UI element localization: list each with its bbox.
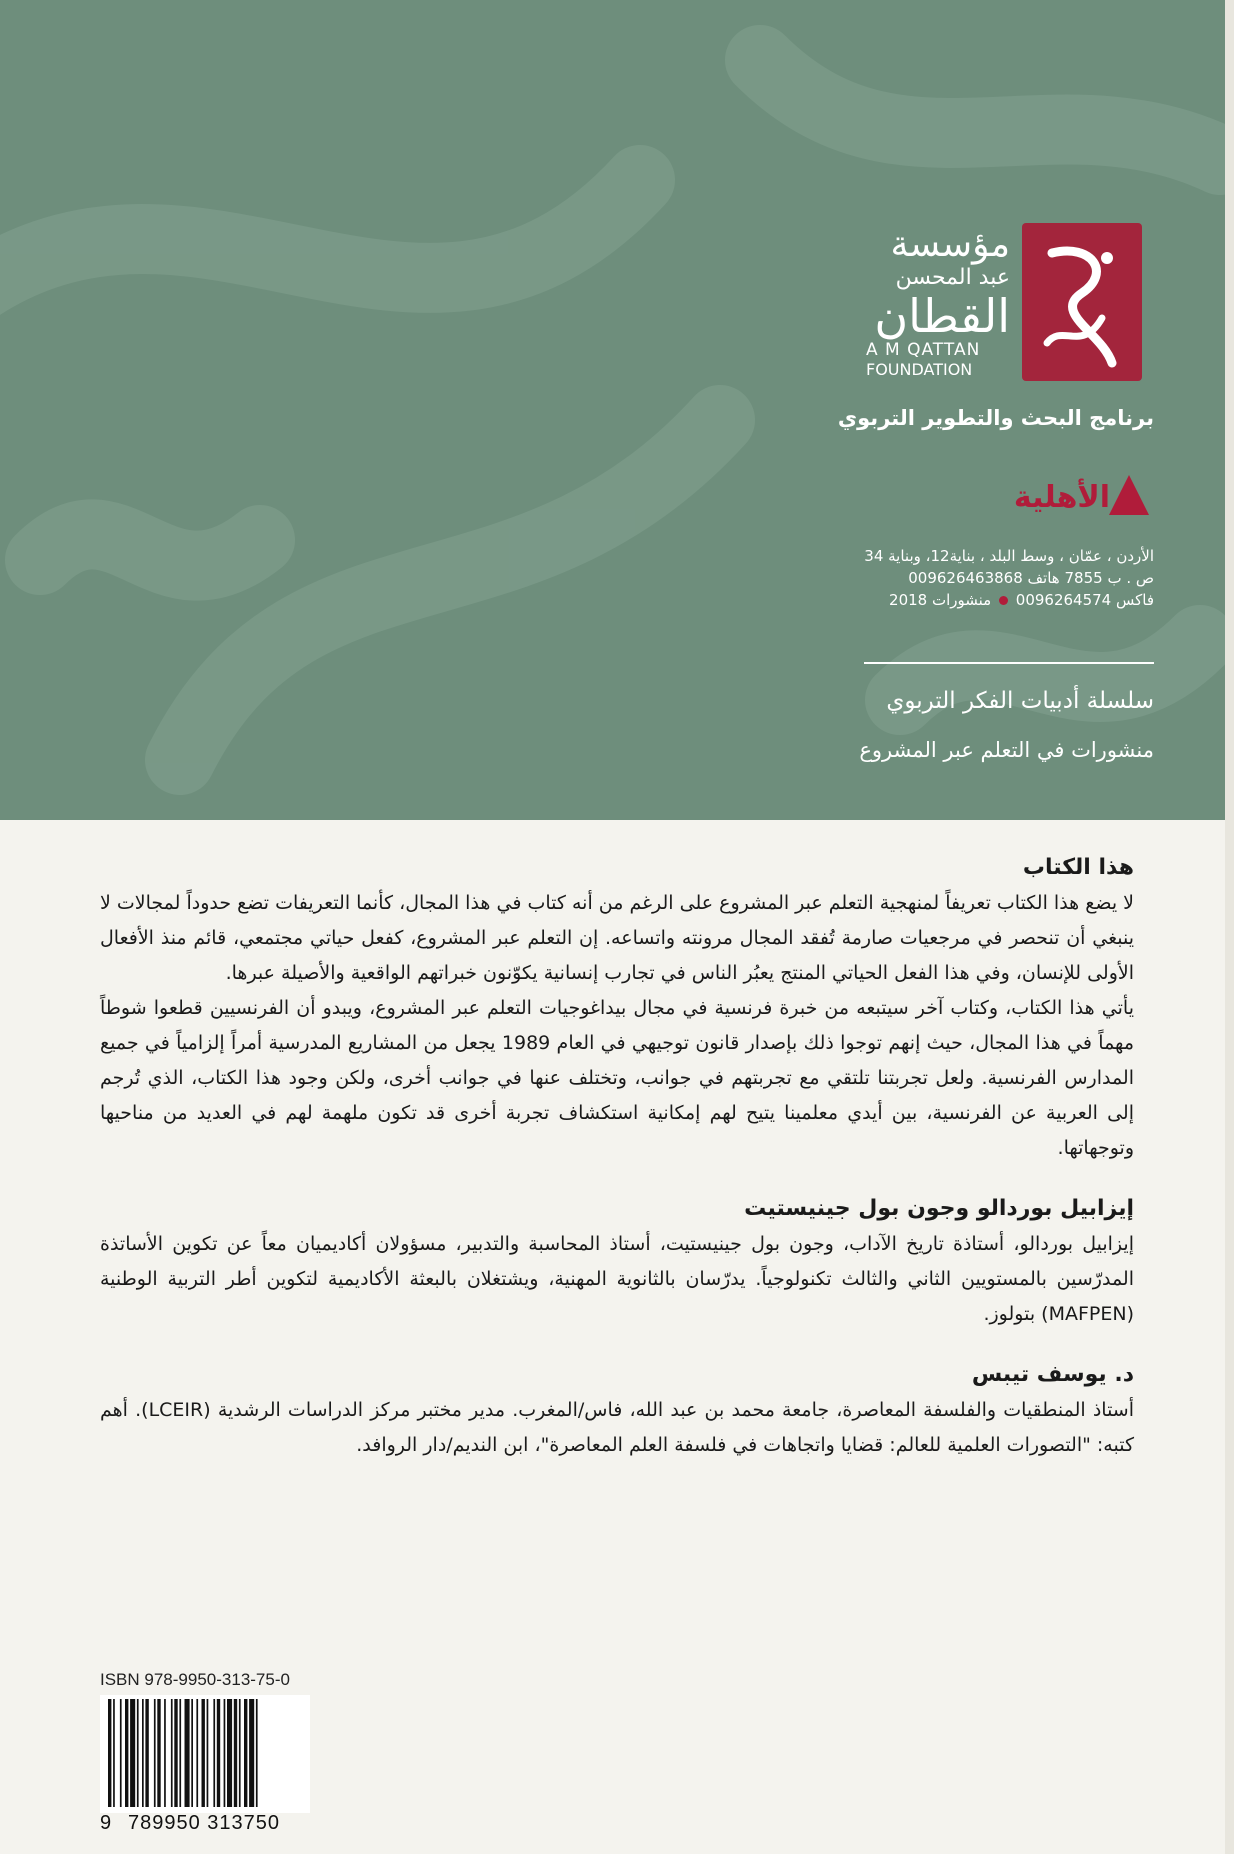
barcode-bar xyxy=(171,1699,173,1807)
about-book-paragraph-1: لا يضع هذا الكتاب تعريفاً لمنهجية التعلم عبر المشروع على الرغم من أنه كتاب في هذا المجال، كأنما التعريفات تضع حدوداً لمجالات لا ينبغي أن تنحصر في مرجعيات صارمة تُفقد المجال مرونته واتساعه. إن التعلم عبر المشروع، كفعل حياتي مجتمعي، قائم منذ الأفعال الأولى للإنسان، وفي هذا الفعل الحياتي المنتج يعبُر الناس في تجارب إنسانية يكوّنون خبراتهم الواقعية والأصيلة عبرها. xyxy=(100,892,1134,984)
barcode-first-digit: 9 xyxy=(100,1812,113,1834)
barcode-digit-groups: 789950 313750 xyxy=(128,1812,281,1834)
barcode-bar xyxy=(108,1699,111,1807)
barcode-bar xyxy=(196,1699,198,1807)
barcode-bars xyxy=(108,1699,302,1807)
barcode-bar xyxy=(239,1699,241,1807)
barcode-bar xyxy=(113,1699,115,1807)
translator-paragraph: أستاذ المنطقيات والفلسفة المعاصرة، جامعة محمد بن عبد الله، فاس/المغرب. مدير مختبر مركز الدراسات الرشدية (LCEIR). أهم كتبه: "التصورات العلمية للعالم: قضايا واتجاهات في فلسفة العلم المعاصرة"، ابن النديم/دار الروافد. xyxy=(100,1399,1134,1456)
barcode-bar xyxy=(213,1699,215,1807)
translator-title: د. يوسف تيبس xyxy=(971,1362,1134,1387)
foundation-name-en2: FOUNDATION xyxy=(866,360,973,379)
authors-title: إيزابيل بوردالو وجون بول جينيستيت xyxy=(744,1196,1134,1221)
bullet-icon xyxy=(999,596,1008,605)
foundation-name-line1: مؤسسة xyxy=(890,224,1010,265)
authors-paragraph: إيزابيل بوردالو، أستاذة تاريخ الآداب، وجون بول جينيستيت، أستاذ المحاسبة والتدبير، مسؤولان أكاديميان معاً عن تكوين الأساتذة المدرّسين بالمستويين الثاني والثالث تكنولوجياً. يدرّسان بالثانوية المهنية، ويشتغلان بالبعثة الأكاديمية لتكوين أطر التربية الوطنية (MAFPEN) بتولوز. xyxy=(100,1233,1134,1325)
barcode-bar xyxy=(191,1699,193,1807)
barcode xyxy=(100,1695,310,1813)
publisher-address xyxy=(794,545,1154,611)
publisher-name: الأهلية xyxy=(1013,480,1110,515)
barcode-bar xyxy=(256,1699,258,1807)
program-name: برنامج البحث والتطوير التربوي xyxy=(837,406,1154,430)
foundation-name-line2: عبد المحسن xyxy=(895,265,1010,290)
barcode-bar xyxy=(125,1699,128,1807)
series-title: سلسلة أدبيات الفكر التربوي xyxy=(886,688,1154,714)
barcode-bar xyxy=(207,1699,209,1807)
address-fax: فاكس 0096264574 xyxy=(1015,591,1154,609)
barcode-bar xyxy=(157,1699,160,1807)
foundation-name-line3: القطان xyxy=(874,289,1010,343)
authors-section xyxy=(100,1196,1134,1332)
foundation-logo xyxy=(820,215,1150,395)
page-edge xyxy=(1225,0,1234,1854)
barcode-bar xyxy=(130,1699,135,1807)
barcode-bar xyxy=(227,1699,232,1807)
barcode-bar xyxy=(202,1699,205,1807)
isbn-label: ISBN 978-9950-313-75-0 xyxy=(100,1670,290,1689)
barcode-bar xyxy=(224,1699,226,1807)
about-book-paragraph-2: يأتي هذا الكتاب، وكتاب آخر سيتبعه من خبرة فرنسية في مجال بيداغوجيات التعلم عبر المشروع، ويبدو أن الفرنسيين قطعوا شوطاً مهماً في هذا المجال، حيث إنهم توجوا ذلك بإصدار قانون توجيهي في العام 1989 يجعل من المشاريع المدرسية أمراً إلزامياً في جميع المدارس الفرنسية. ولعل تجربتنا تلتقي مع تجربتهم في جوانب، وتختلف عنها في جوانب أخرى، ولكن وجود هذا الكتاب، الذي تُرجم إلى العربية عن الفرنسية، بين أيدي معلمينا يتيح لهم إمكانية استكشاف تجربة أخرى قد تكون ملهمة لهم في العديد من مناحيها وتوجهاتها. xyxy=(100,997,1134,1159)
barcode-bar xyxy=(137,1699,139,1807)
barcode-bar xyxy=(185,1699,190,1807)
barcode-bar xyxy=(249,1699,254,1807)
series-subtitle: منشورات في التعلم عبر المشروع xyxy=(859,738,1154,762)
barcode-bar xyxy=(164,1699,166,1807)
address-line-3 xyxy=(794,589,1154,611)
address-pub-year: منشورات 2018 xyxy=(889,591,992,609)
barcode-digits xyxy=(100,1812,310,1835)
barcode-bar xyxy=(217,1699,220,1807)
back-cover-text xyxy=(100,855,1134,1493)
barcode-bar xyxy=(179,1699,181,1807)
translator-section xyxy=(100,1362,1134,1463)
publisher-mark-icon xyxy=(1104,470,1154,520)
foundation-emblem-icon xyxy=(1022,223,1142,381)
barcode-bar xyxy=(154,1699,156,1807)
about-book-title: هذا الكتاب xyxy=(1022,855,1134,880)
divider xyxy=(864,662,1154,664)
barcode-bar xyxy=(244,1699,247,1807)
barcode-bar xyxy=(145,1699,148,1807)
cover-green-panel xyxy=(0,0,1234,820)
barcode-bar xyxy=(234,1699,237,1807)
publisher-logo xyxy=(1013,470,1154,530)
about-book-section xyxy=(100,855,1134,1166)
barcode-bar xyxy=(174,1699,177,1807)
barcode-bar xyxy=(142,1699,144,1807)
address-line-2: ص . ب 7855 هاتف 009626463868 xyxy=(908,569,1154,587)
barcode-bar xyxy=(120,1699,122,1807)
address-line-1: الأردن ، عمّان ، وسط البلد ، بناية12، وبناية 34 xyxy=(864,547,1154,565)
foundation-name-en1: A M QATTAN xyxy=(866,340,981,360)
